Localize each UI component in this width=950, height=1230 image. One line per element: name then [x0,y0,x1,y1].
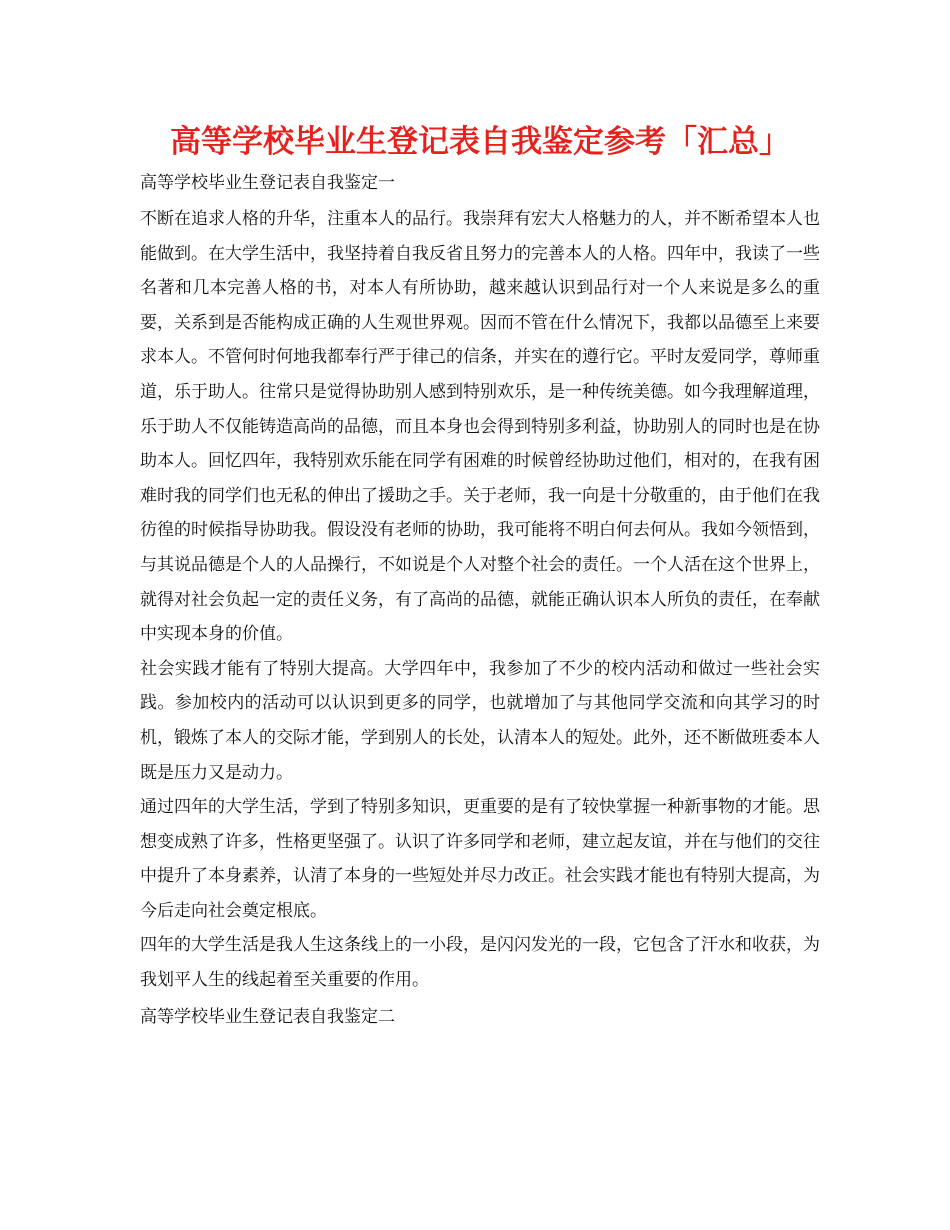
paragraph-1: 不断在追求人格的升华，注重本人的品行。我崇拜有宏大人格魅力的人，并不断希望本人也能做到。在大学生活中，我坚持着自我反省且努力的完善本人的人格。四年中，我读了一些名著和几本完善人格的书，对本人有所协助，越来越认识到品行对一个人来说是多么的重要，关系到是否能构成正确的人生观世界观。因而不管在什么情况下，我都以品德至上来要求本人。不管何时何地我都奉行严于律己的信条，并实在的遵行它。平时友爱同学，尊师重道，乐于助人。往常只是觉得协助别人感到特别欢乐，是一种传统美德。如今我理解道理，乐于助人不仅能铸造高尚的品德，而且本身也会得到特别多利益，协助别人的同时也是在协助本人。回忆四年，我特别欢乐能在同学有困难的时候曾经协助过他们，相对的，在我有困难时我的同学们也无私的伸出了援助之手。关于老师，我一向是十分敬重的，由于他们在我彷徨的时候指导协助我。假设没有老师的协助，我可能将不明白何去何从。我如今领悟到，与其说品德是个人的人品操行，不如说是个人对整个社会的责任。一个人活在这个世界上，就得对社会负起一定的责任义务，有了高尚的品德，就能正确认识本人所负的责任，在奉献中实现本身的价值。 [140,209,820,645]
section-heading: 高等学校毕业生登记表自我鉴定一 [140,173,395,193]
paragraph-2: 社会实践才能有了特别大提高。大学四年中，我参加了不少的校内活动和做过一些社会实践。参加校内的活动可以认识到更多的同学，也就增加了与其他同学交流和向其学习的时机，锻炼了本人的交际才能，学到别人的长处，认清本人的短处。此外，还不断做班委本人既是压力又是动力。 [140,658,820,783]
document-title: 高等学校毕业生登记表自我鉴定参考「汇总」 [170,124,790,160]
section-heading: 高等学校毕业生登记表自我鉴定二 [140,1006,395,1027]
paragraph-3: 通过四年的大学生活，学到了特别多知识，更重要的是有了较快掌握一种新事物的才能。思想变成熟了许多，性格更坚强了。认识了许多同学和老师，建立起友谊，并在与他们的交往中提升了本身素养，认清了本身的一些短处并尽力改正。社会实践才能也有特别大提高，为今后走向社会奠定根底。 [140,797,820,921]
section-2 [140,1004,820,1030]
paragraph-4: 四年的大学生活是我人生这条线上的一小段，是闪闪发光的一段，它包含了汗水和收获，为我划平人生的线起着至关重要的作用。 [140,935,820,991]
section-1 [140,170,820,998]
